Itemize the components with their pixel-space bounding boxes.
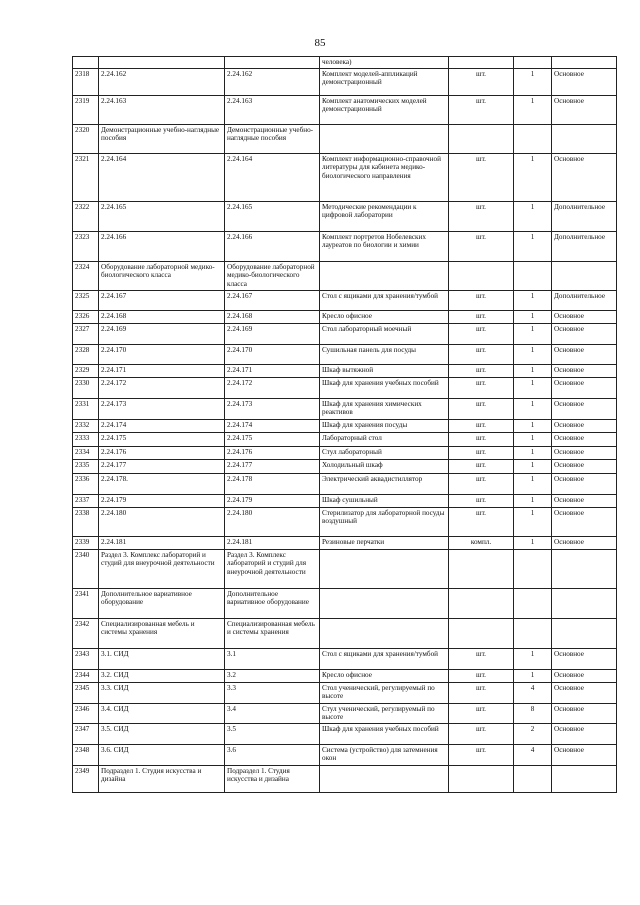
code-cell: Раздел 3. Комплекс лабораторий и студий для внеурочной деятельности [225, 550, 320, 589]
code-cell: 2.24.181 [225, 537, 320, 550]
item-name-cell: Кресло офисное [320, 311, 449, 324]
item-name-cell: Система (устройство) для затемнения окон [320, 745, 449, 766]
row-number-cell: 2346 [73, 704, 99, 724]
table-row [73, 508, 617, 537]
row-number-cell: 2320 [73, 125, 99, 154]
section-code-cell: 3.1. СИД [99, 649, 225, 670]
item-name-cell: Резиновые перчатки [320, 537, 449, 550]
unit-cell: шт. [449, 202, 514, 232]
unit-cell: шт. [449, 724, 514, 745]
table-row [73, 96, 617, 125]
code-cell: 2.24.162 [225, 69, 320, 96]
item-name-cell: Комплект моделей-аппликаций демонстрационный [320, 69, 449, 96]
quantity-cell [514, 589, 552, 619]
quantity-cell [514, 550, 552, 589]
code-cell: 2.24.170 [225, 345, 320, 365]
row-number-cell: 2336 [73, 474, 99, 495]
unit-cell: шт. [449, 474, 514, 495]
section-code-cell: 3.6. СИД [99, 745, 225, 766]
row-number-cell: 2334 [73, 447, 99, 460]
section-code-cell: 2.24.176 [99, 447, 225, 460]
row-number-cell: 2349 [73, 766, 99, 793]
item-name-cell: Комплект информационно-справочной литературы для кабинета медико-биологического направления [320, 154, 449, 202]
equipment-type-cell: Основное [552, 649, 617, 670]
equipment-type-cell [552, 125, 617, 154]
section-code-cell: 3.2. СИД [99, 670, 225, 683]
item-name-cell: Сушильная панель для посуды [320, 345, 449, 365]
equipment-type-cell: Основное [552, 433, 617, 447]
table-row [73, 345, 617, 365]
unit-cell: компл. [449, 537, 514, 550]
quantity-cell: 1 [514, 232, 552, 262]
row-number-cell: 2326 [73, 311, 99, 324]
section-code-cell: Специализированная мебель и системы хранения [99, 619, 225, 649]
equipment-type-cell: Основное [552, 96, 617, 125]
code-cell: 2.24.175 [225, 433, 320, 447]
unit-cell: шт. [449, 670, 514, 683]
code-cell: 2.24.172 [225, 378, 320, 399]
item-name-cell: Стол лабораторный моечный [320, 324, 449, 345]
section-code-cell: 2.24.181 [99, 537, 225, 550]
item-name-cell: Методические рекомендации к цифровой лаборатории [320, 202, 449, 232]
row-number-cell: 2321 [73, 154, 99, 202]
item-name-cell [320, 125, 449, 154]
code-cell: 3.2 [225, 670, 320, 683]
code-cell: 2.24.177 [225, 460, 320, 474]
table-row [73, 704, 617, 724]
section-code-cell: 2.24.167 [99, 291, 225, 311]
unit-cell: шт. [449, 365, 514, 378]
equipment-type-cell: Основное [552, 378, 617, 399]
code-cell: Дополнительное вариативное оборудование [225, 589, 320, 619]
section-code-cell: 2.24.168 [99, 311, 225, 324]
unit-cell: шт. [449, 324, 514, 345]
unit-cell: шт. [449, 69, 514, 96]
unit-cell: шт. [449, 495, 514, 508]
table-row [73, 69, 617, 96]
item-name-cell: Стол с ящиками для хранения/тумбой [320, 649, 449, 670]
item-name-cell: Стол с ящиками для хранения/тумбой [320, 291, 449, 311]
table-row [73, 399, 617, 420]
table-row [73, 619, 617, 649]
code-cell: 2.24.164 [225, 154, 320, 202]
code-cell: 2.24.180 [225, 508, 320, 537]
section-code-cell: 2.24.171 [99, 365, 225, 378]
section-code-cell: 2.24.163 [99, 96, 225, 125]
table-row [73, 378, 617, 399]
quantity-cell: 8 [514, 704, 552, 724]
row-number-cell: 2345 [73, 683, 99, 704]
item-name-cell: Стол ученический, регулируемый по высоте [320, 683, 449, 704]
code-cell: Демонстрационные учебно-наглядные пособия [225, 125, 320, 154]
row-number-cell: 2344 [73, 670, 99, 683]
quantity-cell: 1 [514, 495, 552, 508]
quantity-cell [514, 766, 552, 793]
section-code-cell: 2.24.178. [99, 474, 225, 495]
code-cell: 2.24.167 [225, 291, 320, 311]
code-cell: 2.24.163 [225, 96, 320, 125]
item-name-cell [320, 766, 449, 793]
code-cell: 2.24.174 [225, 420, 320, 433]
unit-cell: шт. [449, 399, 514, 420]
unit-cell: шт. [449, 291, 514, 311]
quantity-cell: 1 [514, 324, 552, 345]
equipment-type-cell: Основное [552, 745, 617, 766]
quantity-cell: 1 [514, 420, 552, 433]
section-code-cell: 2.24.164 [99, 154, 225, 202]
quantity-cell: 1 [514, 311, 552, 324]
code-cell: 2.24.173 [225, 399, 320, 420]
quantity-cell: 1 [514, 460, 552, 474]
table-row [73, 589, 617, 619]
item-name-cell [320, 589, 449, 619]
item-name-cell: Стул ученический, регулируемый по высоте [320, 704, 449, 724]
row-number-cell: 2340 [73, 550, 99, 589]
equipment-type-cell [552, 619, 617, 649]
row-number-cell: 2341 [73, 589, 99, 619]
table-row [73, 550, 617, 589]
item-name-cell: Лабораторный стол [320, 433, 449, 447]
equipment-type-cell: Основное [552, 508, 617, 537]
row-number-cell: 2328 [73, 345, 99, 365]
equipment-type-cell: Основное [552, 311, 617, 324]
section-code-cell: 2.24.169 [99, 324, 225, 345]
section-code-cell: Демонстрационные учебно-наглядные пособия [99, 125, 225, 154]
section-code-cell: 3.5. СИД [99, 724, 225, 745]
section-code-cell: Подраздел 1. Студия искусства и дизайна [99, 766, 225, 793]
code-cell: 2.24.178 [225, 474, 320, 495]
code-cell: Подраздел 1. Студия искусства и дизайна [225, 766, 320, 793]
equipment-type-cell [552, 262, 617, 291]
equipment-type-cell: Основное [552, 399, 617, 420]
equipment-type-cell [552, 589, 617, 619]
unit-cell [449, 766, 514, 793]
item-name-cell [320, 619, 449, 649]
item-name-cell: Шкаф для хранения учебных пособий [320, 724, 449, 745]
equipment-type-cell: Основное [552, 69, 617, 96]
row-number-cell: 2343 [73, 649, 99, 670]
row-number-cell: 2332 [73, 420, 99, 433]
code-cell: Оборудование лабораторной медико-биологического класса [225, 262, 320, 291]
section-code-cell: 2.24.174 [99, 420, 225, 433]
equipment-type-cell: Основное [552, 447, 617, 460]
equipment-type-cell: Основное [552, 495, 617, 508]
code-cell: 3.4 [225, 704, 320, 724]
code-cell: 2.24.169 [225, 324, 320, 345]
quantity-cell: 1 [514, 291, 552, 311]
quantity-cell: 1 [514, 447, 552, 460]
table-row [73, 683, 617, 704]
equipment-type-cell: Основное [552, 460, 617, 474]
quantity-cell [514, 619, 552, 649]
unit-cell [449, 125, 514, 154]
table-row [73, 745, 617, 766]
equipment-type-cell: Основное [552, 365, 617, 378]
quantity-cell: 1 [514, 202, 552, 232]
unit-cell [449, 550, 514, 589]
table-row [73, 670, 617, 683]
table-row [73, 154, 617, 202]
unit-cell: шт. [449, 683, 514, 704]
row-number-cell: 2329 [73, 365, 99, 378]
quantity-cell: 1 [514, 399, 552, 420]
item-name-cell: Стул лабораторный [320, 447, 449, 460]
quantity-cell: 1 [514, 537, 552, 550]
section-code-cell: Дополнительное вариативное оборудование [99, 589, 225, 619]
quantity-cell: 1 [514, 96, 552, 125]
unit-cell [449, 262, 514, 291]
table-row [73, 433, 617, 447]
unit-cell: шт. [449, 433, 514, 447]
item-name-cell [320, 262, 449, 291]
quantity-cell: 1 [514, 345, 552, 365]
row-number-cell: 2319 [73, 96, 99, 125]
table-row [73, 649, 617, 670]
equipment-type-cell: Основное [552, 537, 617, 550]
table-row [73, 125, 617, 154]
item-name-cell: Шкаф для хранения учебных пособий [320, 378, 449, 399]
code-cell: 2.24.165 [225, 202, 320, 232]
equipment-type-cell: Дополнительное [552, 291, 617, 311]
row-number-cell: 2323 [73, 232, 99, 262]
equipment-type-cell: Дополнительное [552, 232, 617, 262]
unit-cell: шт. [449, 460, 514, 474]
section-code-cell: 3.4. СИД [99, 704, 225, 724]
code-cell: 2.24.176 [225, 447, 320, 460]
equipment-type-cell [552, 766, 617, 793]
item-name-cell: Шкаф для хранения посуды [320, 420, 449, 433]
quantity-cell: 1 [514, 378, 552, 399]
unit-cell: шт. [449, 649, 514, 670]
table-row [73, 291, 617, 311]
quantity-cell: 1 [514, 154, 552, 202]
section-code-cell: Оборудование лабораторной медико-биологического класса [99, 262, 225, 291]
row-number-cell: 2324 [73, 262, 99, 291]
row-number-cell: 2318 [73, 69, 99, 96]
equipment-type-cell: Основное [552, 324, 617, 345]
unit-cell: шт. [449, 154, 514, 202]
section-code-cell: 2.24.175 [99, 433, 225, 447]
item-name-cell: Кресло офисное [320, 670, 449, 683]
code-cell: 2.24.166 [225, 232, 320, 262]
item-name-cell: Комплект портретов Нобелевских лауреатов по биологии и химии [320, 232, 449, 262]
unit-cell: шт. [449, 311, 514, 324]
item-name-cell: Холодильный шкаф [320, 460, 449, 474]
table-row [73, 460, 617, 474]
equipment-type-cell: Основное [552, 345, 617, 365]
unit-cell: шт. [449, 704, 514, 724]
equipment-type-cell: Основное [552, 704, 617, 724]
section-code-cell: 2.24.177 [99, 460, 225, 474]
table-row [73, 365, 617, 378]
table-row [73, 447, 617, 460]
item-name-cell: Шкаф для хранения химических реактивов [320, 399, 449, 420]
section-code-cell: 3.3. СИД [99, 683, 225, 704]
code-cell: Специализированная мебель и системы хранения [225, 619, 320, 649]
section-code-cell: 2.24.173 [99, 399, 225, 420]
table-row [73, 232, 617, 262]
quantity-cell: 1 [514, 670, 552, 683]
row-number-cell: 2325 [73, 291, 99, 311]
code-cell: 2.24.179 [225, 495, 320, 508]
quantity-cell: 1 [514, 508, 552, 537]
unit-cell: шт. [449, 378, 514, 399]
unit-cell: шт. [449, 420, 514, 433]
row-number-cell: 2333 [73, 433, 99, 447]
unit-cell: шт. [449, 447, 514, 460]
unit-cell: шт. [449, 232, 514, 262]
code-cell: 3.3 [225, 683, 320, 704]
quantity-cell: 1 [514, 365, 552, 378]
section-code-cell: 2.24.166 [99, 232, 225, 262]
table-row [73, 495, 617, 508]
quantity-cell: 1 [514, 69, 552, 96]
unit-cell: шт. [449, 508, 514, 537]
equipment-type-cell: Дополнительное [552, 202, 617, 232]
row-number-cell: 2330 [73, 378, 99, 399]
row-number-cell: 2335 [73, 460, 99, 474]
table-row [73, 724, 617, 745]
item-name-cell: Шкаф сушильный [320, 495, 449, 508]
table-row [73, 202, 617, 232]
unit-cell: шт. [449, 96, 514, 125]
row-number-cell: 2347 [73, 724, 99, 745]
item-name-cell [320, 550, 449, 589]
equipment-type-cell: Основное [552, 724, 617, 745]
row-number-cell: 2339 [73, 537, 99, 550]
page-number: 85 [314, 37, 326, 49]
unit-cell [449, 589, 514, 619]
section-code-cell: 2.24.162 [99, 69, 225, 96]
item-name-cell: Шкаф вытяжной [320, 365, 449, 378]
table-row [73, 262, 617, 291]
quantity-cell [514, 125, 552, 154]
section-code-cell: 2.24.165 [99, 202, 225, 232]
section-code-cell: 2.24.172 [99, 378, 225, 399]
row-number-cell: 2331 [73, 399, 99, 420]
equipment-type-cell: Основное [552, 670, 617, 683]
item-name-cell: Комплект анатомических моделей демонстрационный [320, 96, 449, 125]
section-code-cell: Раздел 3. Комплекс лабораторий и студий для внеурочной деятельности [99, 550, 225, 589]
row-number-cell: 2348 [73, 745, 99, 766]
table-row [73, 474, 617, 495]
table-row [73, 311, 617, 324]
row-number-cell: 2337 [73, 495, 99, 508]
code-cell: 3.6 [225, 745, 320, 766]
equipment-type-cell: Основное [552, 474, 617, 495]
item-name-cell: Стерилизатор для лабораторной посуды воздушный [320, 508, 449, 537]
item-name-cell: Электрический аквадистиллятор [320, 474, 449, 495]
quantity-cell: 4 [514, 745, 552, 766]
quantity-cell: 1 [514, 433, 552, 447]
row-number-cell: 2322 [73, 202, 99, 232]
quantity-cell [514, 262, 552, 291]
quantity-cell: 4 [514, 683, 552, 704]
equipment-type-cell [552, 550, 617, 589]
equipment-type-cell: Основное [552, 154, 617, 202]
row-number-cell: 2342 [73, 619, 99, 649]
equipment-type-cell: Основное [552, 420, 617, 433]
equipment-table [72, 56, 617, 793]
code-cell: 3.1 [225, 649, 320, 670]
quantity-cell: 2 [514, 724, 552, 745]
unit-cell [449, 619, 514, 649]
section-code-cell: 2.24.180 [99, 508, 225, 537]
code-cell: 2.24.171 [225, 365, 320, 378]
table-row [73, 420, 617, 433]
table-row [73, 537, 617, 550]
equipment-type-cell: Основное [552, 683, 617, 704]
row-number-cell: 2338 [73, 508, 99, 537]
unit-cell: шт. [449, 745, 514, 766]
table-row [73, 324, 617, 345]
quantity-cell: 1 [514, 649, 552, 670]
code-cell: 3.5 [225, 724, 320, 745]
quantity-cell: 1 [514, 474, 552, 495]
table-row [73, 766, 617, 793]
item-name-cell: человека) [320, 57, 449, 69]
section-code-cell: 2.24.179 [99, 495, 225, 508]
section-code-cell: 2.24.170 [99, 345, 225, 365]
unit-cell: шт. [449, 345, 514, 365]
table-row-continuation [73, 57, 617, 69]
code-cell: 2.24.168 [225, 311, 320, 324]
row-number-cell: 2327 [73, 324, 99, 345]
